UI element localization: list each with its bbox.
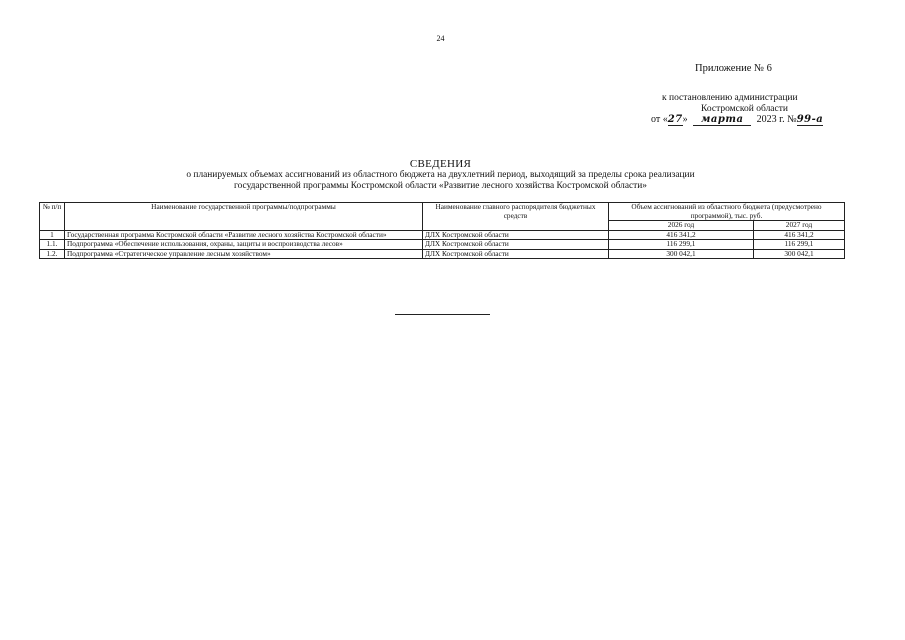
- row-budget-manager: ДЛХ Костромской области: [423, 230, 609, 240]
- row-num: 1.1.: [40, 240, 65, 250]
- row-program-name: Государственная программа Костромской области «Развитие лесного хозяйства Костромской области»: [65, 230, 423, 240]
- date-prefix: от «: [651, 114, 668, 125]
- doc-number-handwritten: 99-а: [796, 114, 824, 125]
- date-month-handwritten: марта: [693, 114, 751, 126]
- appendix-authority: Костромской области: [701, 104, 788, 114]
- appendix-title: Приложение № 6: [695, 63, 772, 74]
- end-divider: [395, 314, 490, 315]
- budget-table: [39, 202, 845, 259]
- table-row: [40, 249, 845, 259]
- row-program-name: Подпрограмма «Обеспечение использования, охраны, защиты и воспроизводства лесов»: [65, 240, 423, 250]
- header-num: № п/п: [40, 203, 65, 231]
- row-amount-2027: 116 299,1: [754, 240, 845, 250]
- date-year: 2023 г. №: [756, 114, 797, 125]
- date-mid: »: [682, 114, 688, 125]
- document-subtitle-line1: о планируемых объемах ассигнований из областного бюджета на двухлетний период, выходящий за пределы срока реализации: [186, 170, 695, 180]
- row-budget-manager: ДЛХ Костромской области: [423, 240, 609, 250]
- row-amount-2026: 416 341,2: [609, 230, 754, 240]
- appendix-reference: к постановлению администрации: [662, 93, 798, 103]
- appendix-date: [651, 114, 823, 126]
- header-amount-group: Объем ассигнований из областного бюджета (предусмотрено программой), тыс. руб.: [609, 203, 845, 221]
- document-subtitle-line2: государственной программы Костромской области «Развитие лесного хозяйства Костромской области»: [234, 181, 647, 191]
- page-number: 24: [436, 34, 445, 43]
- row-amount-2027: 416 341,2: [754, 230, 845, 240]
- document-title: СВЕДЕНИЯ: [409, 158, 472, 170]
- row-num: 1: [40, 230, 65, 240]
- header-budget-manager: Наименование главного распорядителя бюджетных средств: [423, 203, 609, 231]
- row-amount-2026: 300 042,1: [609, 249, 754, 259]
- row-program-name: Подпрограмма «Стратегическое управление лесным хозяйством»: [65, 249, 423, 259]
- table-header-row: [40, 203, 845, 221]
- table-row: [40, 240, 845, 250]
- header-year-2027: 2027 год: [754, 221, 845, 231]
- row-budget-manager: ДЛХ Костромской области: [423, 249, 609, 259]
- date-day-handwritten: 27: [667, 114, 683, 125]
- header-program-name: Наименование государственной программы/подпрограммы: [65, 203, 423, 231]
- row-amount-2027: 300 042,1: [754, 249, 845, 259]
- row-num: 1.2.: [40, 249, 65, 259]
- row-amount-2026: 116 299,1: [609, 240, 754, 250]
- header-year-2026: 2026 год: [609, 221, 754, 231]
